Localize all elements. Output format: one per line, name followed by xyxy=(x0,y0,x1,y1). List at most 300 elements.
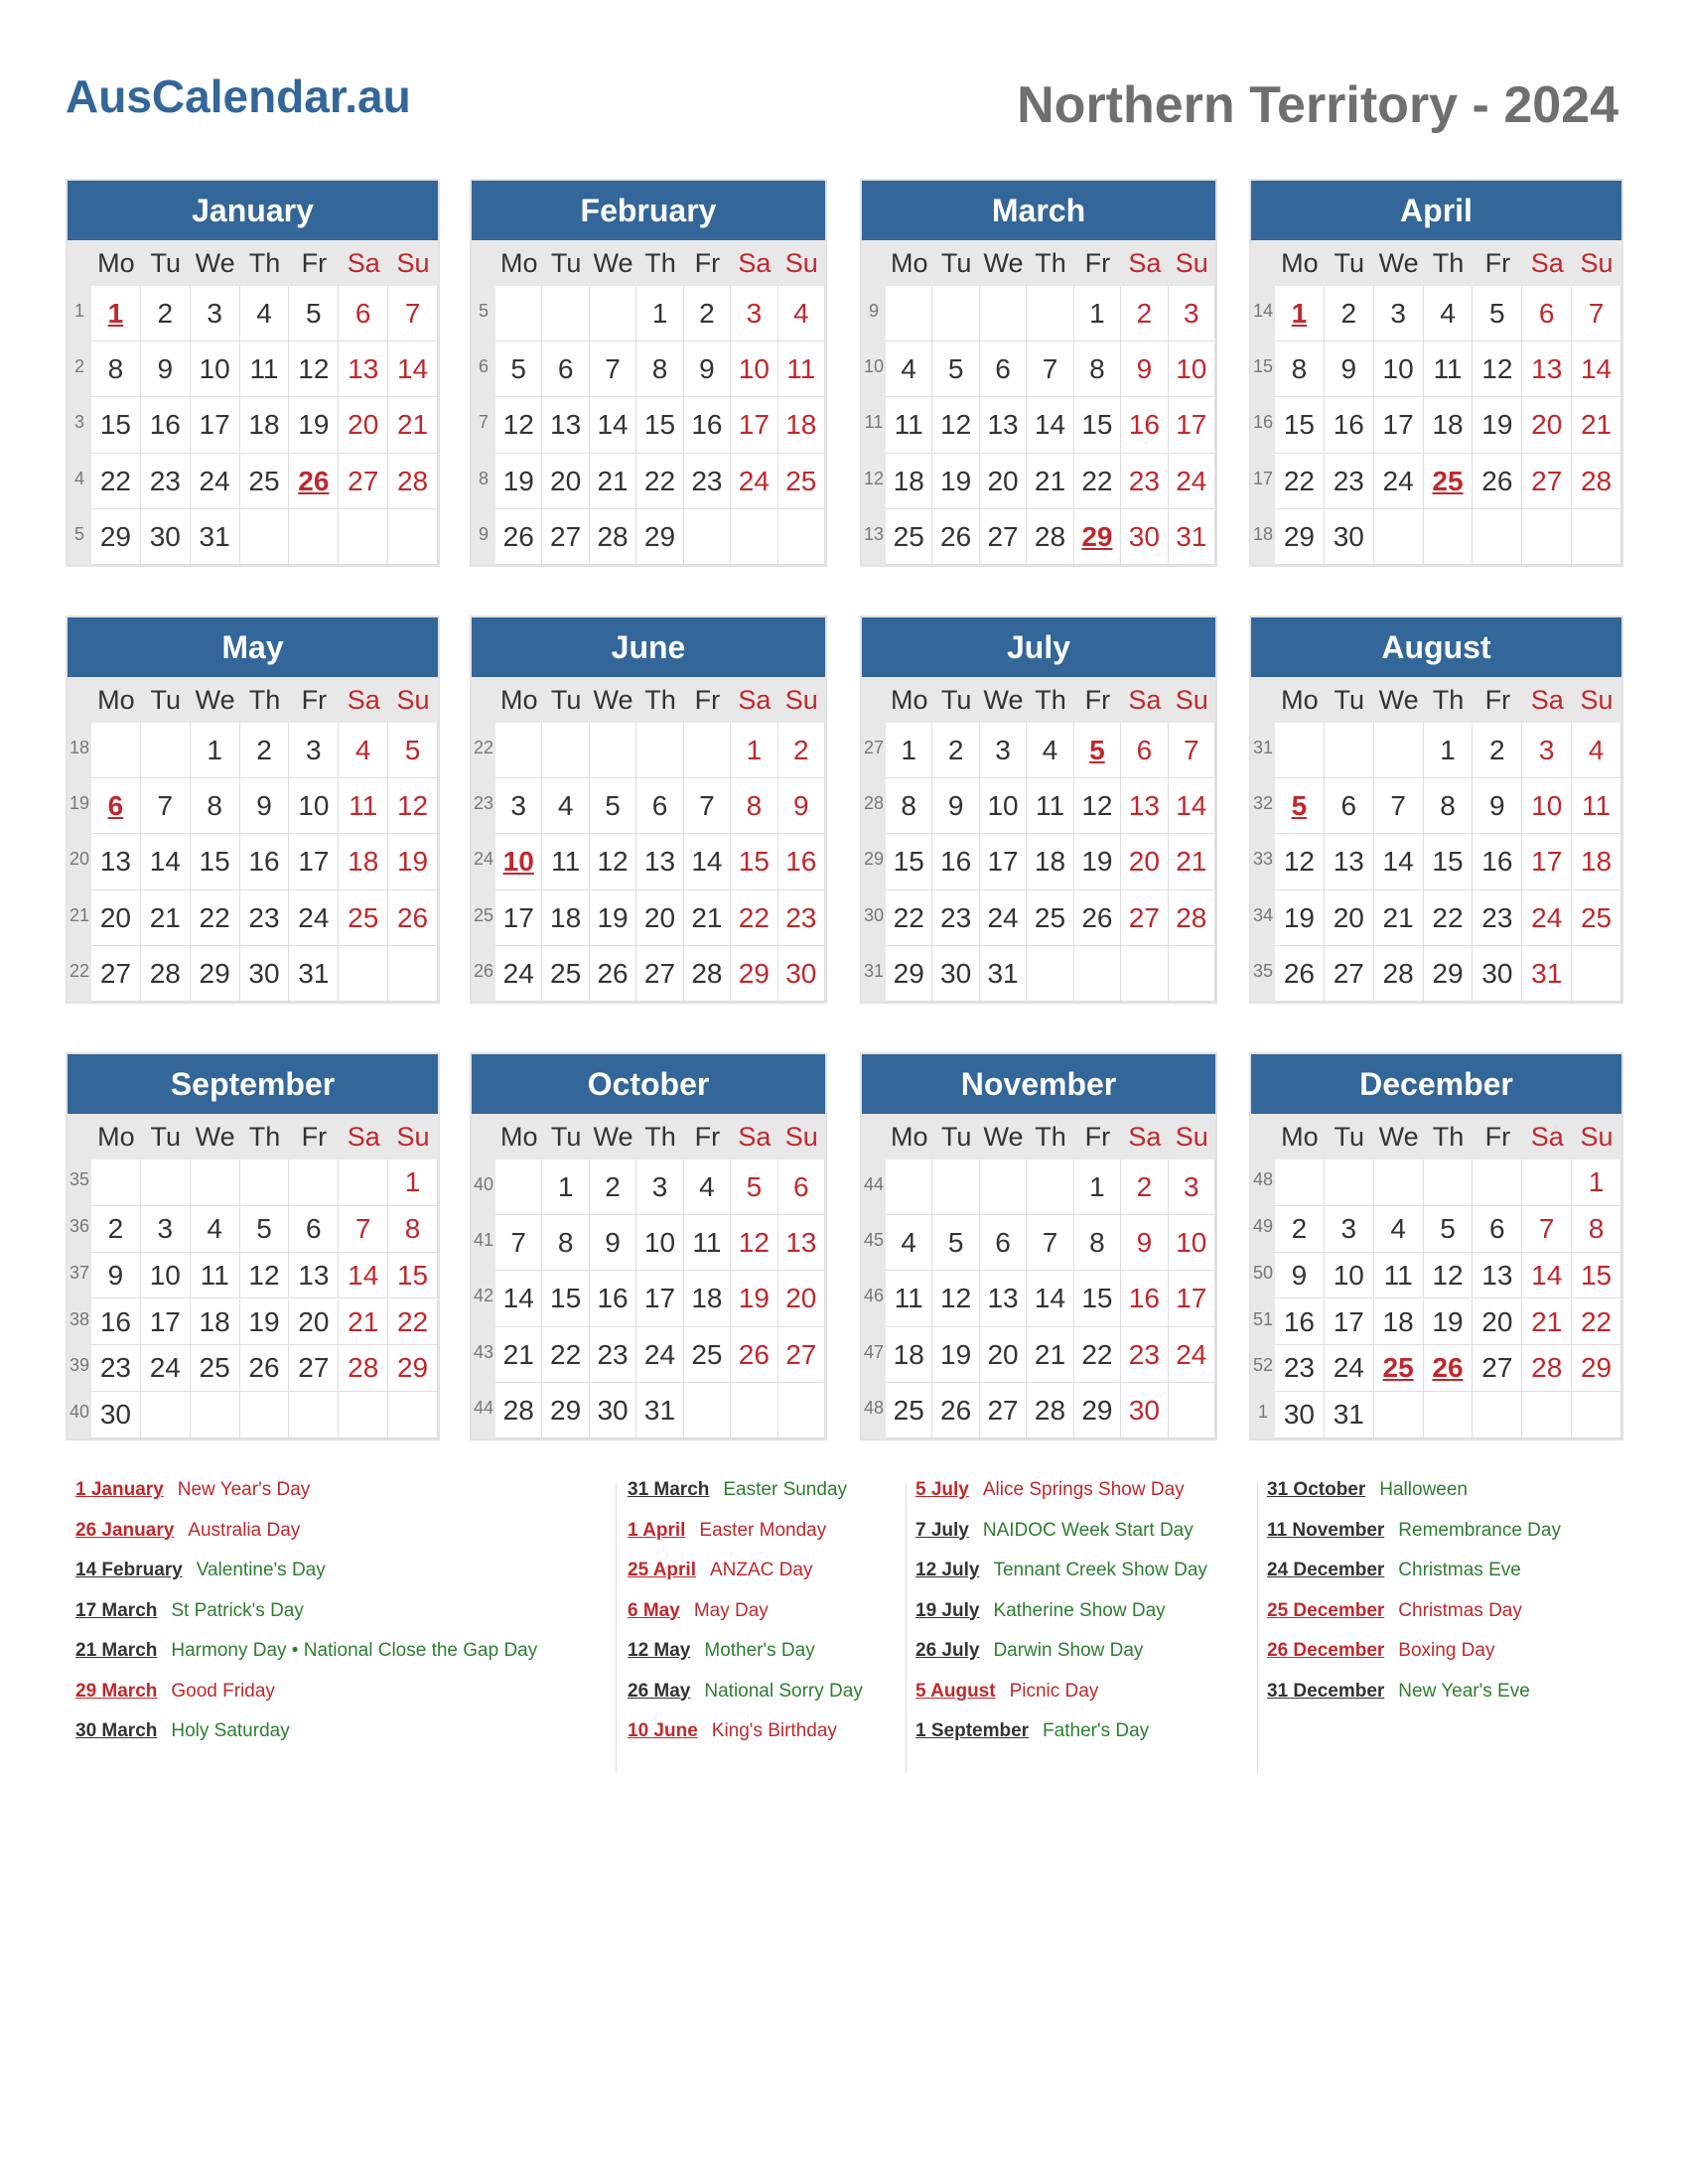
day-cell[interactable]: 27 xyxy=(980,509,1027,565)
day-cell[interactable]: 13 xyxy=(1325,834,1374,889)
day-cell[interactable]: 12 xyxy=(932,1271,979,1326)
day-cell[interactable]: 8 xyxy=(731,778,777,834)
day-cell[interactable]: 29 xyxy=(191,946,240,1002)
day-cell[interactable]: 10 xyxy=(141,1253,191,1299)
day-cell[interactable]: 17 xyxy=(636,1271,683,1326)
day-cell[interactable]: 31 xyxy=(289,946,339,1002)
day-cell[interactable]: 11 xyxy=(191,1253,240,1299)
day-cell[interactable]: 27 xyxy=(542,509,589,565)
day-cell[interactable]: 13 xyxy=(778,1215,825,1271)
day-cell[interactable]: 25 xyxy=(542,946,589,1002)
day-cell[interactable]: 12 xyxy=(1275,834,1325,889)
day-cell[interactable]: 22 xyxy=(388,1299,438,1346)
day-cell[interactable]: 8 xyxy=(1572,1206,1621,1253)
day-cell[interactable]: 13 xyxy=(636,834,683,889)
day-cell[interactable]: 18 xyxy=(1424,397,1474,453)
holiday-date[interactable]: 1 April xyxy=(628,1519,686,1541)
day-cell[interactable]: 7 xyxy=(1027,341,1073,397)
day-cell[interactable]: 14 xyxy=(339,1253,388,1299)
day-cell[interactable]: 17 xyxy=(289,834,339,889)
day-cell[interactable]: 15 xyxy=(886,834,932,889)
day-cell[interactable]: 12 xyxy=(240,1253,290,1299)
day-cell[interactable]: 22 xyxy=(636,454,683,509)
day-cell[interactable]: 28 xyxy=(1027,1383,1073,1438)
day-cell[interactable]: 5 xyxy=(590,778,636,834)
day-cell[interactable]: 29 xyxy=(731,946,777,1002)
day-cell[interactable]: 27 xyxy=(91,946,141,1002)
day-cell[interactable]: 24 xyxy=(1169,454,1215,509)
day-cell[interactable]: 8 xyxy=(1275,341,1325,397)
holiday-date[interactable]: 7 July xyxy=(915,1519,969,1541)
holiday-day-cell[interactable]: 26 xyxy=(289,454,339,509)
day-cell[interactable]: 27 xyxy=(1121,890,1168,946)
day-cell[interactable]: 15 xyxy=(1275,397,1325,453)
day-cell[interactable]: 9 xyxy=(1473,778,1522,834)
day-cell[interactable]: 8 xyxy=(191,778,240,834)
day-cell[interactable]: 4 xyxy=(191,1206,240,1253)
day-cell[interactable]: 27 xyxy=(1473,1345,1522,1392)
day-cell[interactable]: 26 xyxy=(1275,946,1325,1002)
day-cell[interactable]: 22 xyxy=(886,890,932,946)
day-cell[interactable]: 18 xyxy=(1572,834,1621,889)
day-cell[interactable]: 2 xyxy=(141,286,191,341)
day-cell[interactable]: 21 xyxy=(1572,397,1621,453)
day-cell[interactable]: 16 xyxy=(932,834,979,889)
day-cell[interactable]: 19 xyxy=(495,454,542,509)
day-cell[interactable]: 14 xyxy=(1374,834,1424,889)
day-cell[interactable]: 18 xyxy=(778,397,825,453)
day-cell[interactable]: 7 xyxy=(590,341,636,397)
day-cell[interactable]: 8 xyxy=(542,1215,589,1271)
day-cell[interactable]: 9 xyxy=(932,778,979,834)
day-cell[interactable]: 5 xyxy=(240,1206,290,1253)
day-cell[interactable]: 4 xyxy=(1027,723,1073,778)
day-cell[interactable]: 11 xyxy=(1424,341,1474,397)
day-cell[interactable]: 22 xyxy=(191,890,240,946)
day-cell[interactable]: 27 xyxy=(1522,454,1572,509)
day-cell[interactable]: 23 xyxy=(1473,890,1522,946)
day-cell[interactable]: 14 xyxy=(590,397,636,453)
day-cell[interactable]: 23 xyxy=(1275,1345,1325,1392)
day-cell[interactable]: 2 xyxy=(240,723,290,778)
day-cell[interactable]: 17 xyxy=(191,397,240,453)
day-cell[interactable]: 28 xyxy=(141,946,191,1002)
day-cell[interactable]: 29 xyxy=(91,509,141,565)
day-cell[interactable]: 7 xyxy=(1374,778,1424,834)
day-cell[interactable]: 22 xyxy=(1424,890,1474,946)
holiday-day-cell[interactable]: 25 xyxy=(1374,1345,1424,1392)
day-cell[interactable]: 9 xyxy=(778,778,825,834)
day-cell[interactable]: 25 xyxy=(339,890,388,946)
day-cell[interactable]: 15 xyxy=(636,397,683,453)
day-cell[interactable]: 5 xyxy=(1473,286,1522,341)
day-cell[interactable]: 11 xyxy=(240,341,290,397)
day-cell[interactable]: 6 xyxy=(980,341,1027,397)
day-cell[interactable]: 25 xyxy=(240,454,290,509)
day-cell[interactable]: 29 xyxy=(542,1383,589,1438)
day-cell[interactable]: 7 xyxy=(1027,1215,1073,1271)
day-cell[interactable]: 5 xyxy=(388,723,438,778)
day-cell[interactable]: 10 xyxy=(980,778,1027,834)
day-cell[interactable]: 21 xyxy=(590,454,636,509)
day-cell[interactable]: 21 xyxy=(339,1299,388,1346)
day-cell[interactable]: 21 xyxy=(1522,1299,1572,1346)
holiday-date[interactable]: 1 January xyxy=(75,1479,164,1500)
day-cell[interactable]: 31 xyxy=(1169,509,1215,565)
day-cell[interactable]: 7 xyxy=(1169,723,1215,778)
day-cell[interactable]: 3 xyxy=(1374,286,1424,341)
day-cell[interactable]: 19 xyxy=(388,834,438,889)
day-cell[interactable]: 11 xyxy=(542,834,589,889)
day-cell[interactable]: 8 xyxy=(1074,341,1121,397)
day-cell[interactable]: 2 xyxy=(1473,723,1522,778)
day-cell[interactable]: 11 xyxy=(684,1215,731,1271)
day-cell[interactable]: 3 xyxy=(1169,1160,1215,1215)
day-cell[interactable]: 4 xyxy=(886,1215,932,1271)
day-cell[interactable]: 10 xyxy=(289,778,339,834)
day-cell[interactable]: 7 xyxy=(495,1215,542,1271)
day-cell[interactable]: 3 xyxy=(980,723,1027,778)
day-cell[interactable]: 6 xyxy=(1121,723,1168,778)
day-cell[interactable]: 14 xyxy=(141,834,191,889)
day-cell[interactable]: 9 xyxy=(684,341,731,397)
day-cell[interactable]: 17 xyxy=(1522,834,1572,889)
day-cell[interactable]: 27 xyxy=(980,1383,1027,1438)
day-cell[interactable]: 8 xyxy=(1074,1215,1121,1271)
day-cell[interactable]: 18 xyxy=(1027,834,1073,889)
day-cell[interactable]: 8 xyxy=(388,1206,438,1253)
day-cell[interactable]: 21 xyxy=(1027,454,1073,509)
holiday-date[interactable]: 1 September xyxy=(915,1720,1030,1741)
day-cell[interactable]: 23 xyxy=(1121,454,1168,509)
day-cell[interactable]: 9 xyxy=(91,1253,141,1299)
day-cell[interactable]: 16 xyxy=(1275,1299,1325,1346)
day-cell[interactable]: 20 xyxy=(980,1327,1027,1383)
day-cell[interactable]: 11 xyxy=(1572,778,1621,834)
day-cell[interactable]: 23 xyxy=(590,1327,636,1383)
day-cell[interactable]: 7 xyxy=(388,286,438,341)
holiday-day-cell[interactable]: 5 xyxy=(1275,778,1325,834)
day-cell[interactable]: 20 xyxy=(980,454,1027,509)
day-cell[interactable]: 18 xyxy=(542,890,589,946)
day-cell[interactable]: 19 xyxy=(731,1271,777,1326)
day-cell[interactable]: 10 xyxy=(731,341,777,397)
day-cell[interactable]: 6 xyxy=(1325,778,1374,834)
day-cell[interactable]: 2 xyxy=(932,723,979,778)
day-cell[interactable]: 21 xyxy=(495,1327,542,1383)
day-cell[interactable]: 26 xyxy=(590,946,636,1002)
day-cell[interactable]: 21 xyxy=(141,890,191,946)
day-cell[interactable]: 3 xyxy=(636,1160,683,1215)
day-cell[interactable]: 3 xyxy=(289,723,339,778)
day-cell[interactable]: 8 xyxy=(636,341,683,397)
day-cell[interactable]: 30 xyxy=(1121,509,1168,565)
day-cell[interactable]: 6 xyxy=(1473,1206,1522,1253)
day-cell[interactable]: 3 xyxy=(1522,723,1572,778)
day-cell[interactable]: 1 xyxy=(1074,286,1121,341)
holiday-day-cell[interactable]: 29 xyxy=(1074,509,1121,565)
holiday-date[interactable]: 5 July xyxy=(915,1479,969,1500)
day-cell[interactable]: 18 xyxy=(339,834,388,889)
holiday-date[interactable]: 12 May xyxy=(628,1640,691,1661)
day-cell[interactable]: 5 xyxy=(495,341,542,397)
day-cell[interactable]: 30 xyxy=(91,1392,141,1438)
day-cell[interactable]: 30 xyxy=(1473,946,1522,1002)
day-cell[interactable]: 22 xyxy=(1074,1327,1121,1383)
day-cell[interactable]: 19 xyxy=(932,454,979,509)
day-cell[interactable]: 22 xyxy=(1572,1299,1621,1346)
day-cell[interactable]: 15 xyxy=(542,1271,589,1326)
day-cell[interactable]: 12 xyxy=(590,834,636,889)
day-cell[interactable]: 19 xyxy=(932,1327,979,1383)
day-cell[interactable]: 29 xyxy=(1572,1345,1621,1392)
day-cell[interactable]: 25 xyxy=(684,1327,731,1383)
day-cell[interactable]: 14 xyxy=(495,1271,542,1326)
day-cell[interactable]: 26 xyxy=(388,890,438,946)
day-cell[interactable]: 14 xyxy=(1027,1271,1073,1326)
day-cell[interactable]: 22 xyxy=(1074,454,1121,509)
day-cell[interactable]: 17 xyxy=(731,397,777,453)
day-cell[interactable]: 25 xyxy=(191,1345,240,1392)
day-cell[interactable]: 1 xyxy=(542,1160,589,1215)
day-cell[interactable]: 23 xyxy=(932,890,979,946)
day-cell[interactable]: 11 xyxy=(886,1271,932,1326)
holiday-day-cell[interactable]: 6 xyxy=(91,778,141,834)
holiday-date[interactable]: 19 July xyxy=(915,1599,980,1621)
day-cell[interactable]: 30 xyxy=(1121,1383,1168,1438)
day-cell[interactable]: 31 xyxy=(191,509,240,565)
day-cell[interactable]: 9 xyxy=(141,341,191,397)
day-cell[interactable]: 9 xyxy=(1121,341,1168,397)
day-cell[interactable]: 10 xyxy=(1169,341,1215,397)
day-cell[interactable]: 1 xyxy=(191,723,240,778)
day-cell[interactable]: 18 xyxy=(886,454,932,509)
day-cell[interactable]: 18 xyxy=(684,1271,731,1326)
day-cell[interactable]: 26 xyxy=(1473,454,1522,509)
holiday-date[interactable]: 29 March xyxy=(75,1680,158,1702)
day-cell[interactable]: 10 xyxy=(191,341,240,397)
holiday-date[interactable]: 26 May xyxy=(628,1680,691,1702)
day-cell[interactable]: 24 xyxy=(636,1327,683,1383)
day-cell[interactable]: 7 xyxy=(141,778,191,834)
day-cell[interactable]: 20 xyxy=(339,397,388,453)
day-cell[interactable]: 14 xyxy=(684,834,731,889)
day-cell[interactable]: 11 xyxy=(1374,1253,1424,1299)
day-cell[interactable]: 22 xyxy=(731,890,777,946)
holiday-date[interactable]: 14 February xyxy=(75,1560,183,1580)
day-cell[interactable]: 9 xyxy=(1325,341,1374,397)
day-cell[interactable]: 20 xyxy=(1325,890,1374,946)
day-cell[interactable]: 16 xyxy=(141,397,191,453)
day-cell[interactable]: 26 xyxy=(1074,890,1121,946)
day-cell[interactable]: 15 xyxy=(1424,834,1474,889)
holiday-date[interactable]: 30 March xyxy=(75,1720,158,1741)
day-cell[interactable]: 13 xyxy=(289,1253,339,1299)
day-cell[interactable]: 12 xyxy=(289,341,339,397)
holiday-date[interactable]: 25 April xyxy=(628,1560,696,1580)
day-cell[interactable]: 24 xyxy=(731,454,777,509)
day-cell[interactable]: 13 xyxy=(980,397,1027,453)
day-cell[interactable]: 23 xyxy=(141,454,191,509)
holiday-date[interactable]: 11 November xyxy=(1267,1519,1385,1541)
day-cell[interactable]: 15 xyxy=(191,834,240,889)
day-cell[interactable]: 6 xyxy=(339,286,388,341)
day-cell[interactable]: 25 xyxy=(886,509,932,565)
day-cell[interactable]: 29 xyxy=(1424,946,1474,1002)
day-cell[interactable]: 2 xyxy=(590,1160,636,1215)
day-cell[interactable]: 16 xyxy=(1121,397,1168,453)
day-cell[interactable]: 12 xyxy=(1424,1253,1474,1299)
day-cell[interactable]: 13 xyxy=(980,1271,1027,1326)
day-cell[interactable]: 12 xyxy=(1473,341,1522,397)
day-cell[interactable]: 9 xyxy=(590,1215,636,1271)
day-cell[interactable]: 17 xyxy=(980,834,1027,889)
day-cell[interactable]: 7 xyxy=(1572,286,1621,341)
day-cell[interactable]: 19 xyxy=(1424,1299,1474,1346)
day-cell[interactable]: 15 xyxy=(388,1253,438,1299)
holiday-day-cell[interactable]: 10 xyxy=(495,834,542,889)
day-cell[interactable]: 2 xyxy=(1325,286,1374,341)
day-cell[interactable]: 22 xyxy=(542,1327,589,1383)
day-cell[interactable]: 17 xyxy=(141,1299,191,1346)
day-cell[interactable]: 12 xyxy=(731,1215,777,1271)
day-cell[interactable]: 17 xyxy=(495,890,542,946)
day-cell[interactable]: 4 xyxy=(542,778,589,834)
day-cell[interactable]: 16 xyxy=(684,397,731,453)
day-cell[interactable]: 19 xyxy=(289,397,339,453)
day-cell[interactable]: 4 xyxy=(339,723,388,778)
day-cell[interactable]: 31 xyxy=(1522,946,1572,1002)
day-cell[interactable]: 21 xyxy=(1169,834,1215,889)
day-cell[interactable]: 25 xyxy=(778,454,825,509)
day-cell[interactable]: 23 xyxy=(684,454,731,509)
holiday-date[interactable]: 31 December xyxy=(1267,1680,1385,1702)
day-cell[interactable]: 19 xyxy=(1473,397,1522,453)
day-cell[interactable]: 6 xyxy=(778,1160,825,1215)
day-cell[interactable]: 29 xyxy=(1275,509,1325,565)
day-cell[interactable]: 16 xyxy=(1473,834,1522,889)
day-cell[interactable]: 20 xyxy=(636,890,683,946)
day-cell[interactable]: 2 xyxy=(1275,1206,1325,1253)
day-cell[interactable]: 14 xyxy=(388,341,438,397)
day-cell[interactable]: 18 xyxy=(240,397,290,453)
day-cell[interactable]: 20 xyxy=(1522,397,1572,453)
day-cell[interactable]: 15 xyxy=(1074,397,1121,453)
holiday-date[interactable]: 17 March xyxy=(75,1599,158,1621)
day-cell[interactable]: 20 xyxy=(1473,1299,1522,1346)
day-cell[interactable]: 17 xyxy=(1374,397,1424,453)
day-cell[interactable]: 7 xyxy=(339,1206,388,1253)
day-cell[interactable]: 4 xyxy=(240,286,290,341)
day-cell[interactable]: 11 xyxy=(1027,778,1073,834)
day-cell[interactable]: 27 xyxy=(1325,946,1374,1002)
day-cell[interactable]: 16 xyxy=(91,1299,141,1346)
day-cell[interactable]: 27 xyxy=(636,946,683,1002)
day-cell[interactable]: 3 xyxy=(1325,1206,1374,1253)
day-cell[interactable]: 28 xyxy=(1027,509,1073,565)
day-cell[interactable]: 2 xyxy=(1121,286,1168,341)
day-cell[interactable]: 26 xyxy=(932,509,979,565)
day-cell[interactable]: 29 xyxy=(388,1345,438,1392)
day-cell[interactable]: 24 xyxy=(141,1345,191,1392)
day-cell[interactable]: 3 xyxy=(1169,286,1215,341)
day-cell[interactable]: 28 xyxy=(1572,454,1621,509)
day-cell[interactable]: 3 xyxy=(495,778,542,834)
day-cell[interactable]: 12 xyxy=(1074,778,1121,834)
day-cell[interactable]: 22 xyxy=(1275,454,1325,509)
day-cell[interactable]: 26 xyxy=(495,509,542,565)
holiday-date[interactable]: 12 July xyxy=(915,1560,980,1580)
day-cell[interactable]: 19 xyxy=(590,890,636,946)
day-cell[interactable]: 28 xyxy=(1522,1345,1572,1392)
day-cell[interactable]: 23 xyxy=(778,890,825,946)
day-cell[interactable]: 20 xyxy=(289,1299,339,1346)
day-cell[interactable]: 26 xyxy=(932,1383,979,1438)
day-cell[interactable]: 7 xyxy=(1522,1206,1572,1253)
day-cell[interactable]: 15 xyxy=(1074,1271,1121,1326)
day-cell[interactable]: 15 xyxy=(1572,1253,1621,1299)
day-cell[interactable]: 6 xyxy=(542,341,589,397)
day-cell[interactable]: 16 xyxy=(240,834,290,889)
holiday-date[interactable]: 26 December xyxy=(1267,1640,1385,1661)
day-cell[interactable]: 10 xyxy=(1325,1253,1374,1299)
day-cell[interactable]: 1 xyxy=(886,723,932,778)
holiday-day-cell[interactable]: 25 xyxy=(1424,454,1474,509)
holiday-date[interactable]: 26 January xyxy=(75,1519,175,1541)
day-cell[interactable]: 10 xyxy=(636,1215,683,1271)
day-cell[interactable]: 27 xyxy=(289,1345,339,1392)
day-cell[interactable]: 28 xyxy=(1374,946,1424,1002)
holiday-date[interactable]: 26 July xyxy=(915,1640,980,1661)
day-cell[interactable]: 10 xyxy=(1169,1215,1215,1271)
holiday-date[interactable]: 10 June xyxy=(628,1720,698,1741)
day-cell[interactable]: 16 xyxy=(1325,397,1374,453)
day-cell[interactable]: 10 xyxy=(1374,341,1424,397)
day-cell[interactable]: 8 xyxy=(1424,778,1474,834)
day-cell[interactable]: 28 xyxy=(388,454,438,509)
day-cell[interactable]: 17 xyxy=(1169,1271,1215,1326)
day-cell[interactable]: 24 xyxy=(1325,1345,1374,1392)
day-cell[interactable]: 30 xyxy=(141,509,191,565)
day-cell[interactable]: 12 xyxy=(932,397,979,453)
day-cell[interactable]: 21 xyxy=(1027,1327,1073,1383)
day-cell[interactable]: 27 xyxy=(339,454,388,509)
day-cell[interactable]: 24 xyxy=(980,890,1027,946)
day-cell[interactable]: 19 xyxy=(1074,834,1121,889)
day-cell[interactable]: 23 xyxy=(240,890,290,946)
day-cell[interactable]: 28 xyxy=(339,1345,388,1392)
day-cell[interactable]: 24 xyxy=(191,454,240,509)
day-cell[interactable]: 24 xyxy=(1169,1327,1215,1383)
day-cell[interactable]: 24 xyxy=(1374,454,1424,509)
day-cell[interactable]: 11 xyxy=(886,397,932,453)
holiday-date[interactable]: 31 October xyxy=(1267,1479,1366,1500)
day-cell[interactable]: 21 xyxy=(1374,890,1424,946)
site-logo[interactable]: AusCalendar.au xyxy=(66,70,411,122)
day-cell[interactable]: 4 xyxy=(1374,1206,1424,1253)
holiday-date[interactable]: 6 May xyxy=(628,1599,680,1621)
day-cell[interactable]: 11 xyxy=(778,341,825,397)
day-cell[interactable]: 14 xyxy=(1572,341,1621,397)
day-cell[interactable]: 3 xyxy=(141,1206,191,1253)
day-cell[interactable]: 28 xyxy=(495,1383,542,1438)
day-cell[interactable]: 30 xyxy=(240,946,290,1002)
day-cell[interactable]: 4 xyxy=(778,286,825,341)
day-cell[interactable]: 18 xyxy=(191,1299,240,1346)
day-cell[interactable]: 6 xyxy=(636,778,683,834)
day-cell[interactable]: 1 xyxy=(388,1160,438,1206)
day-cell[interactable]: 12 xyxy=(388,778,438,834)
